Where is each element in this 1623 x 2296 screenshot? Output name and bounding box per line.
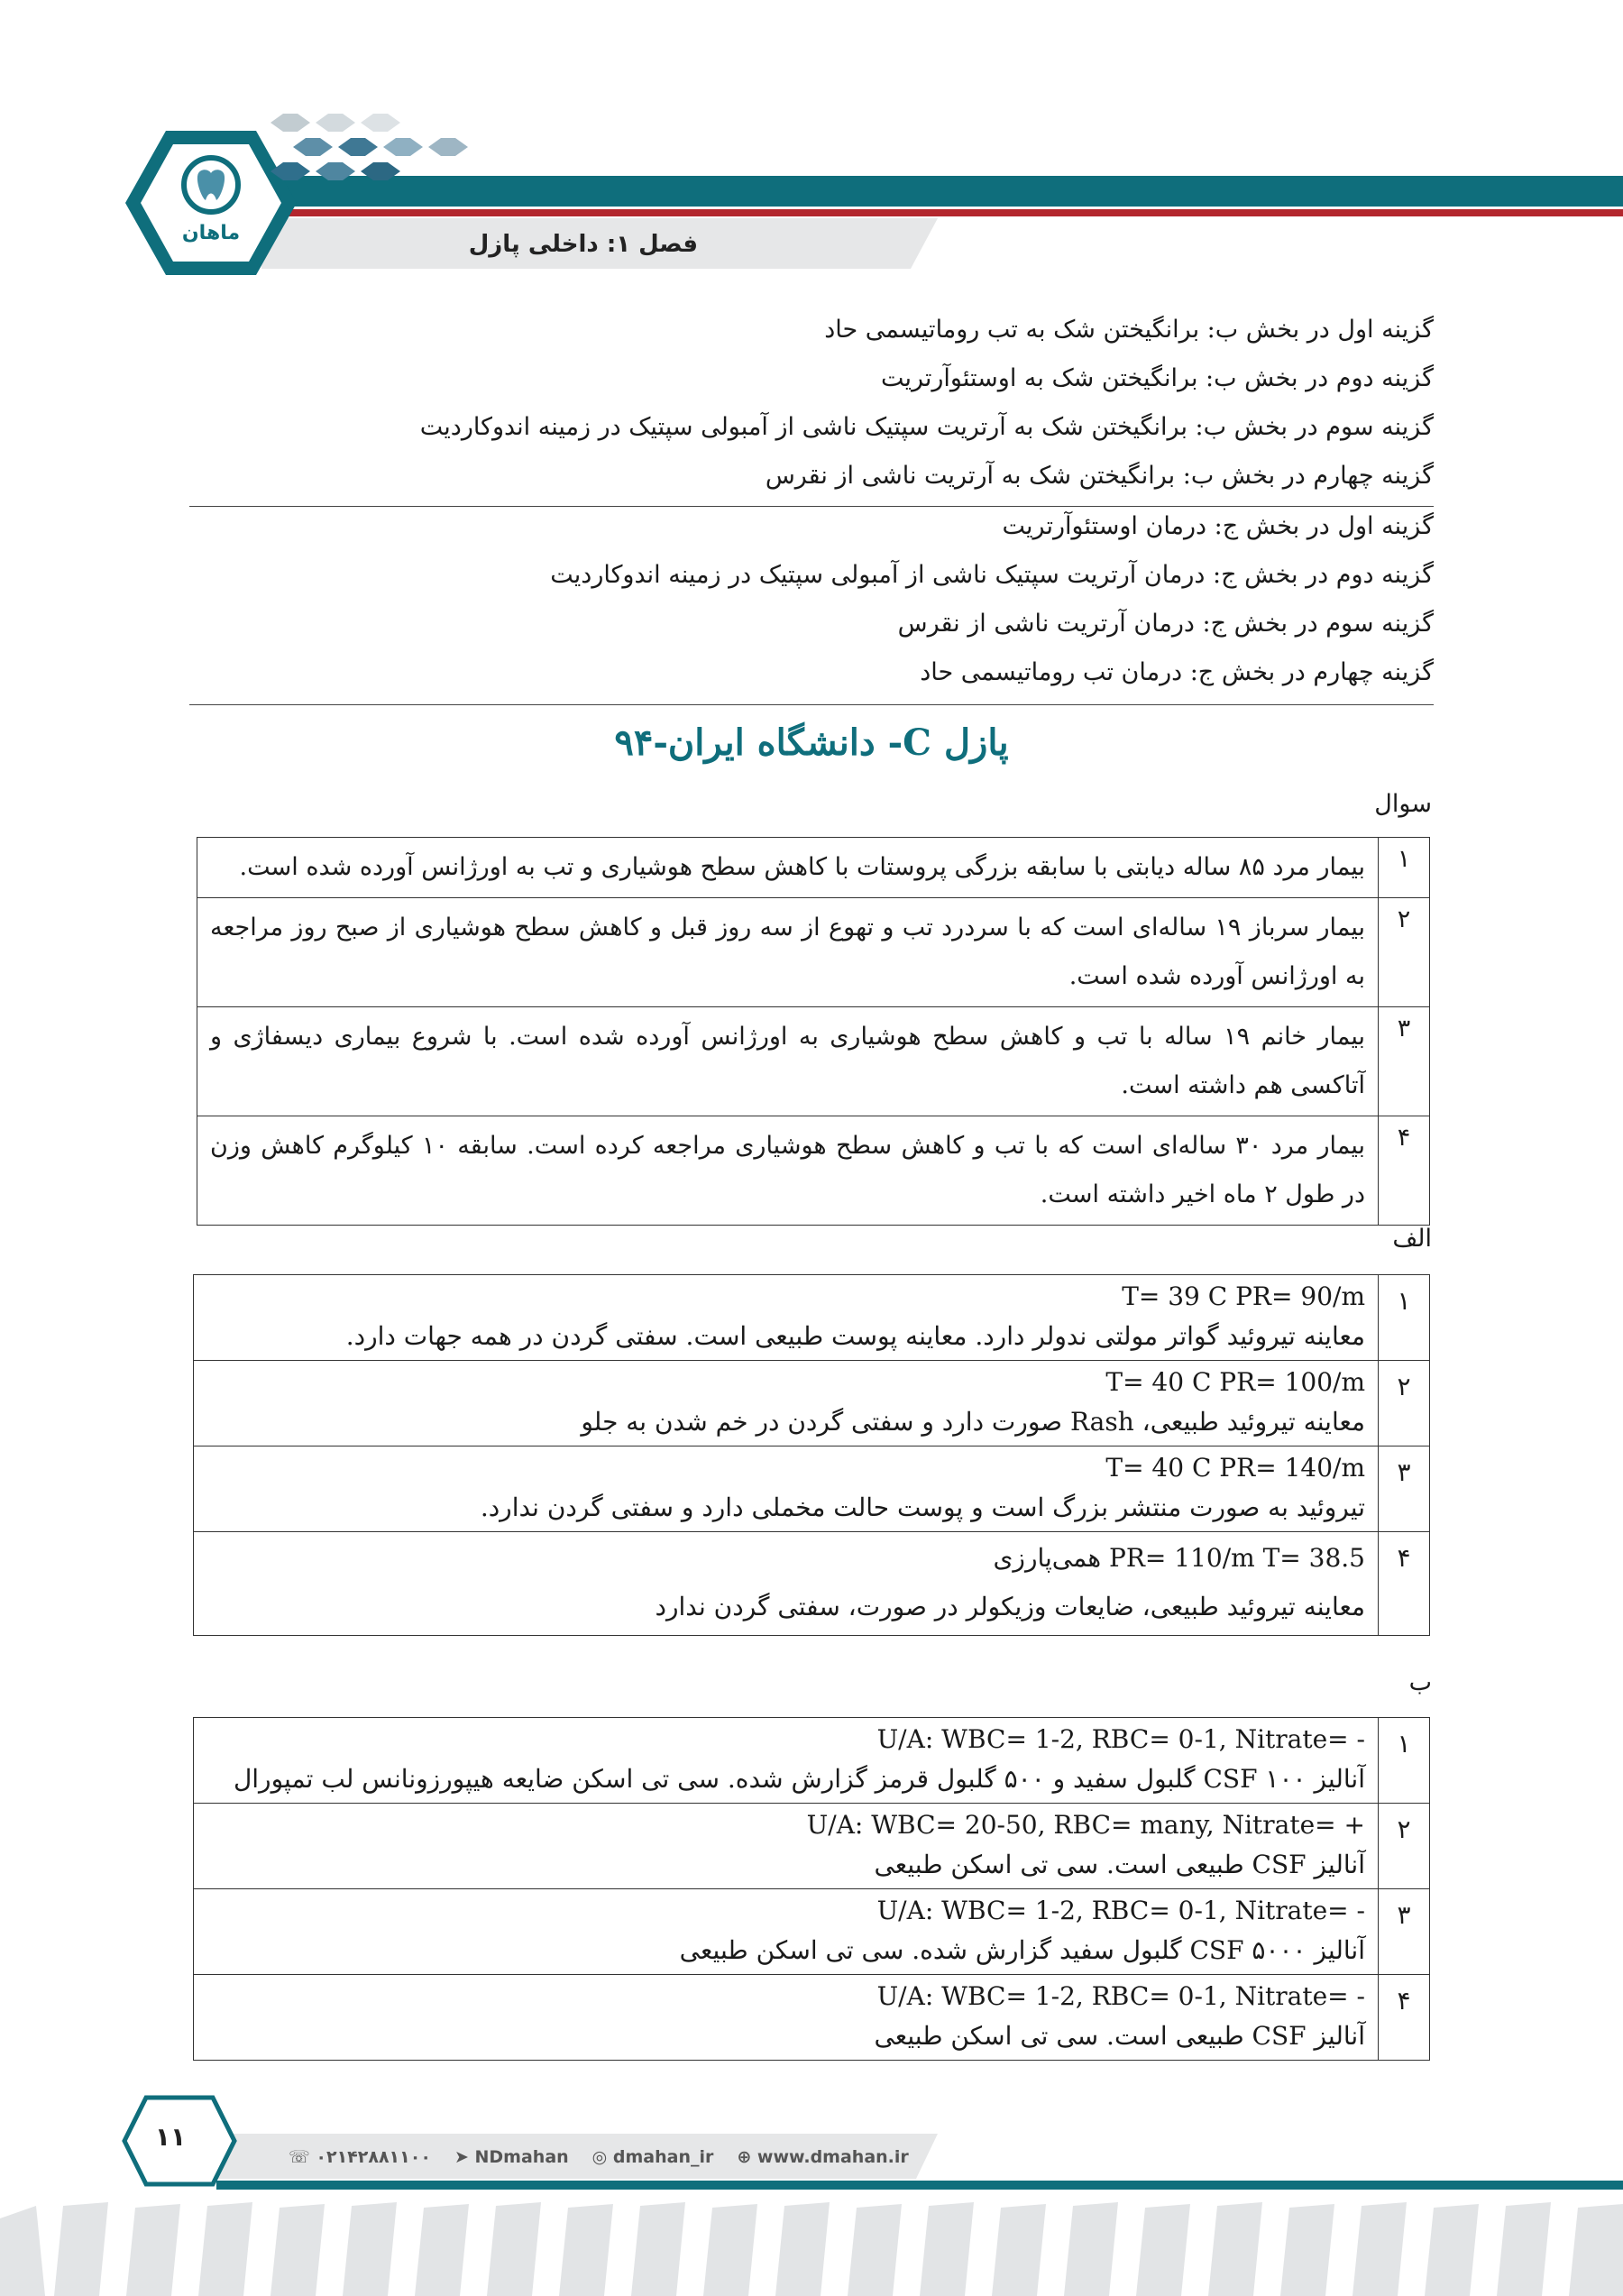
exam-text: معاینه تیروئید طبیعی، Rash صورت دارد و سفتی گردن در خم شدن به جلو bbox=[581, 1407, 1365, 1437]
csf-text: آنالیز CSF طبیعی است. سی تی اسکن طبیعی bbox=[874, 1850, 1365, 1879]
vitals: PR= 110/m T= 38.5 همی‌پارزی bbox=[993, 1543, 1365, 1573]
table-row bbox=[197, 1116, 1430, 1226]
csf-text: آنالیز CSF ۱۰۰ گلبول سفید و ۵۰۰ گلبول قرمز گزارش شده. سی تی اسکن ضایعه هیپورزونانس لب تمپورال bbox=[233, 1764, 1365, 1794]
urinalysis: U/A: WBC= 1-2, RBC= 0-1, Nitrate= - bbox=[876, 1896, 1365, 1925]
puzzle-title: پازل C- دانشگاه ایران-۹۴ bbox=[614, 721, 1009, 764]
row-number: ۳ bbox=[1379, 1889, 1430, 1975]
question-table bbox=[197, 837, 1430, 1226]
row-number: ۲ bbox=[1379, 898, 1430, 1007]
vitals: T= 39 C PR= 90/m bbox=[1122, 1281, 1365, 1311]
footer-teal-bar bbox=[216, 2181, 1623, 2190]
table-row bbox=[194, 1446, 1430, 1532]
footer-contacts bbox=[289, 2141, 909, 2173]
table-row bbox=[194, 1275, 1430, 1361]
question-text: بیمار سرباز ۱۹ ساله‌ای است که با سردرد تب و تهوع از سه روز قبل و کاهش سطح هوشیاری از صبح روز مراجعه به اورژانس آورده شده است. bbox=[197, 898, 1379, 1007]
part-a-label: الف bbox=[1392, 1225, 1432, 1253]
footer-instagram[interactable]: ◎ dmahan_ir bbox=[591, 2147, 714, 2167]
csf-text: آنالیز CSF ۵۰۰۰ گلبول سفید گزارش شده. سی تی اسکن طبیعی bbox=[679, 1935, 1365, 1965]
urinalysis: U/A: WBC= 20-50, RBC= many, Nitrate= + bbox=[806, 1810, 1365, 1840]
option-c-2: گزینه دوم در بخش ج: درمان آرتریت سپتیک ناشی از آمبولی سپتیک در زمینه اندوکاردیت bbox=[550, 561, 1434, 589]
question-text: بیمار خانم ۱۹ ساله با تب و کاهش سطح هوشیاری به اورژانس آورده شده است. با شروع بیماری دیسفاژی و آتاکسی هم داشته است. bbox=[197, 1007, 1379, 1116]
option-b-1: گزینه اول در بخش ب: برانگیختن شک به تب روماتیسمی حاد bbox=[824, 316, 1434, 344]
question-label: سوال bbox=[1374, 790, 1432, 818]
divider bbox=[189, 506, 1434, 507]
footer-telegram[interactable]: ➤ NDmahan bbox=[454, 2147, 569, 2167]
option-c-4: گزینه چهارم در بخش ج: درمان تب روماتیسمی حاد bbox=[920, 658, 1434, 686]
table-row bbox=[194, 1532, 1430, 1636]
row-number: ۲ bbox=[1379, 1361, 1430, 1446]
chapter-title: فصل ۱: داخلی پازل bbox=[468, 231, 698, 258]
option-b-4: گزینه چهارم در بخش ب: برانگیختن شک به آرتریت ناشی از نقرس bbox=[765, 462, 1434, 490]
table-row bbox=[197, 898, 1430, 1007]
part-b-table bbox=[193, 1717, 1430, 2061]
footer-website[interactable]: ⊕ www.dmahan.ir bbox=[737, 2147, 909, 2167]
table-row bbox=[194, 1975, 1430, 2061]
part-b-label: ب bbox=[1408, 1668, 1432, 1696]
grunge-stripes-decoration bbox=[0, 2200, 1623, 2296]
option-c-3: گزینه سوم در بخش ج: درمان آرتریت ناشی از نقرس bbox=[897, 610, 1434, 638]
csf-text: آنالیز CSF طبیعی است. سی تی اسکن طبیعی bbox=[874, 2021, 1365, 2051]
urinalysis: U/A: WBC= 1-2, RBC= 0-1, Nitrate= - bbox=[876, 1981, 1365, 2011]
vitals: T= 40 C PR= 140/m bbox=[1105, 1453, 1365, 1483]
option-c-1: گزینه اول در بخش ج: درمان اوستئوآرتریت bbox=[1002, 512, 1434, 540]
table-row bbox=[194, 1889, 1430, 1975]
exam-text: معاینه تیروئید طبیعی، ضایعات وزیکولر در صورت، سفتی گردن ندارد bbox=[655, 1592, 1365, 1621]
row-number: ۱ bbox=[1379, 1275, 1430, 1361]
table-row bbox=[194, 1804, 1430, 1889]
row-number: ۳ bbox=[1379, 1446, 1430, 1532]
option-b-3: گزینه سوم در بخش ب: برانگیختن شک به آرتریت سپتیک ناشی از آمبولی سپتیک در زمینه اندوکاردیت bbox=[419, 413, 1434, 441]
exam-text: تیروئید به صورت منتشر بزرگ است و پوست حالت مخملی دارد و سفتی گردن ندارد. bbox=[480, 1492, 1365, 1522]
table-row bbox=[197, 1007, 1430, 1116]
row-number: ۴ bbox=[1379, 1975, 1430, 2061]
question-text: بیمار مرد ۳۰ ساله‌ای است که با تب و کاهش سطح هوشیاری مراجعه کرده است. سابقه ۱۰ کیلوگرم کاهش وزن در طول ۲ ماه اخیر داشته است. bbox=[197, 1116, 1379, 1226]
table-row bbox=[197, 838, 1430, 898]
vitals: T= 40 C PR= 100/m bbox=[1105, 1367, 1365, 1397]
urinalysis: U/A: WBC= 1-2, RBC= 0-1, Nitrate= - bbox=[876, 1724, 1365, 1754]
row-number: ۱ bbox=[1379, 838, 1430, 898]
exam-text: معاینه تیروئید گواتر مولتی ندولر دارد. معاینه پوست طبیعی است. سفتی گردن در همه جهات دارد. bbox=[345, 1321, 1365, 1351]
question-text: بیمار مرد ۸۵ ساله دیابتی با سابقه بزرگی پروستات با کاهش سطح هوشیاری و تب به اورژانس آورده شده است. bbox=[197, 838, 1379, 898]
footer-phone: ☏ ۰۲۱۴۲۸۸۱۱۰۰ bbox=[289, 2147, 431, 2167]
row-number: ۳ bbox=[1379, 1007, 1430, 1116]
divider bbox=[189, 704, 1434, 705]
row-number: ۴ bbox=[1379, 1532, 1430, 1636]
option-b-2: گزینه دوم در بخش ب: برانگیختن شک به اوستئوآرتریت bbox=[880, 364, 1434, 392]
header-hexagon-pattern bbox=[261, 106, 469, 197]
page-number: ۱۱ bbox=[154, 2122, 187, 2152]
table-row bbox=[194, 1718, 1430, 1804]
row-number: ۱ bbox=[1379, 1718, 1430, 1804]
row-number: ۲ bbox=[1379, 1804, 1430, 1889]
header-red-bar bbox=[225, 209, 1623, 216]
table-row bbox=[194, 1361, 1430, 1446]
part-a-table bbox=[193, 1274, 1430, 1636]
row-number: ۴ bbox=[1379, 1116, 1430, 1226]
logo-text: ماهان bbox=[181, 222, 241, 244]
